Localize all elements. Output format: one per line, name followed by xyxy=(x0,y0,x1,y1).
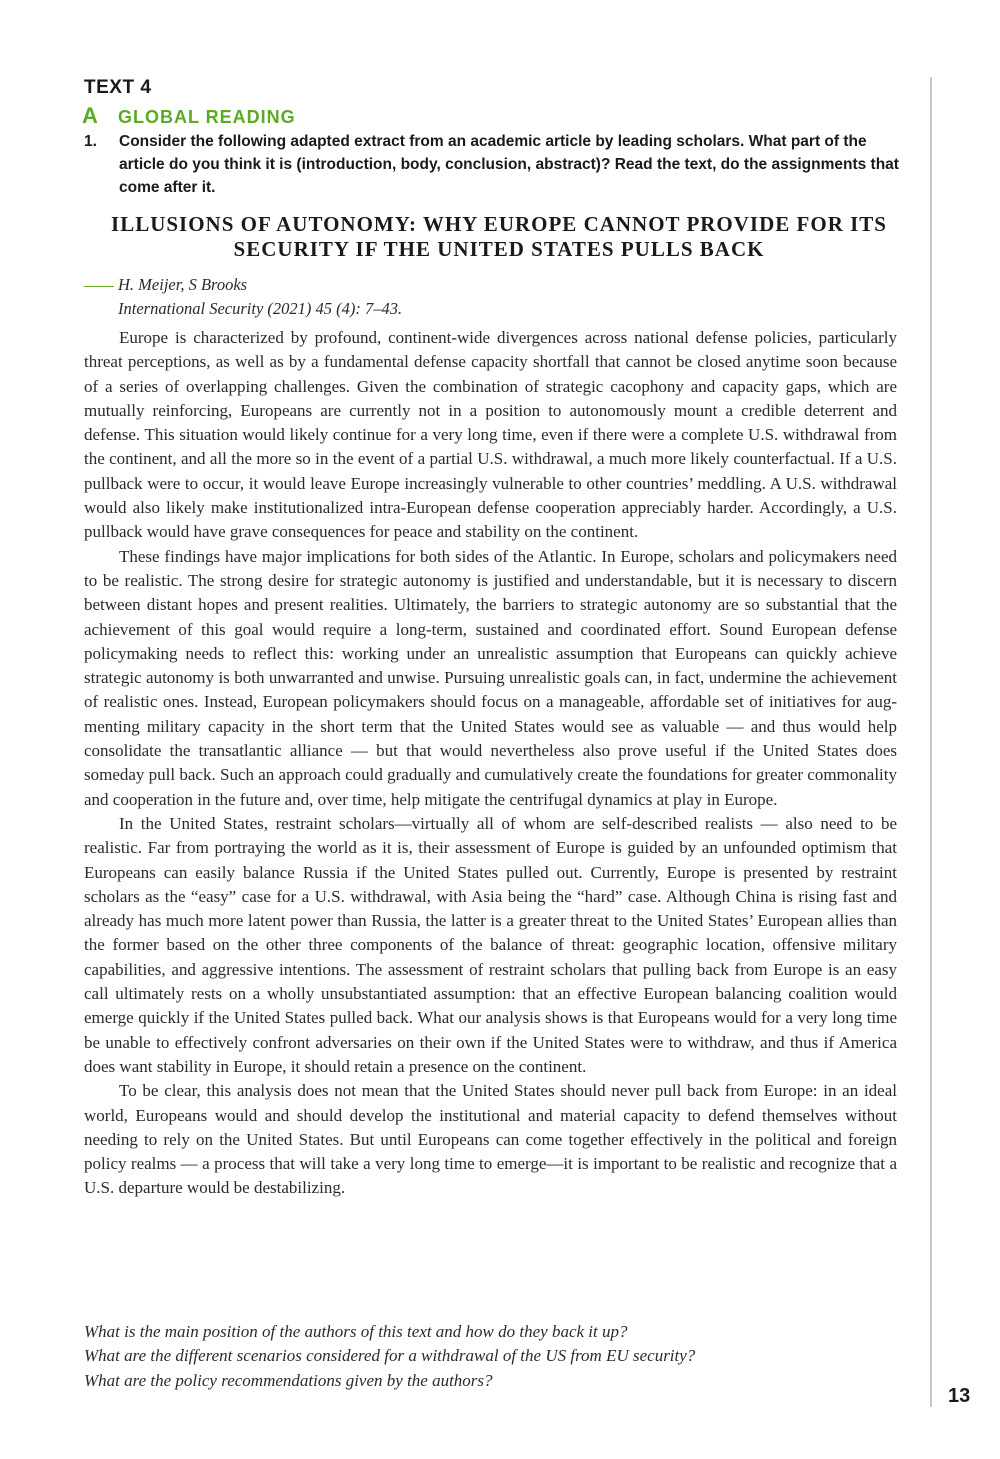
authors-text: H. Meijer, S Brooks xyxy=(118,275,248,294)
article-paragraph: In the United States, restraint scholars—virtually all of whom are self-described realists — also need to be realistic. Far from portraying the world as it is, their assessment of Europe is guided by an unfounded optimism that Europeans can easily balance Russia if the United States pulled out. Currently, Europe is presented by restraint scholars as the “easy” case for a U.S. withdrawal, with Asia being the “hard” case. Although China is rising fast and already has much more latent power than Russia, the latter is a greater threat to the United States’ European allies than the former based on the other three components of the balance of threat: geographic location, offensive military capabilities, and aggressive intentions. The assessment of restraint scholars that pulling back from Europe is an easy call ultimately rests on a wholly unsubstantiated assumption: that an effective European balancing coalition would emerge quickly if the United States pulled back. What our analysis shows is that Europeans would for a very long time be unable to effectively confront adversaries on their own if the United States were to withdraw, and thus if America does want stability in Europe, it should retain a presence on the continent. xyxy=(84,813,897,1076)
section-letter: A xyxy=(82,103,98,128)
text-label: TEXT 4 xyxy=(84,77,152,98)
accent-dash xyxy=(84,286,114,287)
section-heading xyxy=(82,103,296,129)
question: What are the different scenarios considered for a withdrawal of the US from EU security? xyxy=(84,1346,696,1366)
article-paragraph: Europe is characterized by profound, continent-wide divergences across national defense policies, particularly threat perceptions, as well as by a fundamental defense capacity shortfall that cannot be closed anytime soon because of a series of overlapping challenges. Given the combination of strategic cacophony and capacity gaps, which are mutually reinforcing, Europeans are currently not in a position to autonomously mount a credible deterrent and defense. This situation would likely continue for a very long time, even if there were a complete U.S. withdrawal from the continent, and all the more so in the event of a partial U.S. withdrawal, a much more likely counterfactual. If a U.S. pullback were to occur, it would leave Europe increasingly vulnerable to other countries’ meddling. A U.S. withdrawal would also likely make institutionalized intra-European defense cooperation appreciably harder. Accordingly, a U.S. pullback would have grave consequences for peace and stability on the continent. xyxy=(84,328,897,542)
article-paragraph: To be clear, this analysis does not mean that the United States should never pull back from Europe: in an ideal world, Europeans would and should develop the institutional and material capacity to defend themselves without needing to rely on the United States. But until Europeans can come together effectively in the political and foreign policy realms — a process that will take a very long time to emerge—it is important to be realistic and recognize that a U.S. departure would be destabilizing. xyxy=(84,1081,897,1198)
article-paragraph: These findings have major implications for both sides of the Atlantic. In Europe, scholars and policymakers need to be realistic. The strong desire for strategic autonomy is justified and understandable, but it is necessary to discern between distant hopes and present realities. Ultimately, the barriers to strategic autonomy are so substantial that the achievement of this goal would require a long-term, sustained and coordinated effort. Sound European defense policymaking needs to reflect this: working under an unrealistic assumption that Europeans can quickly achieve strategic autonomy is both unwarranted and unwise. Pursuing unrealistic goals can, in fact, undermine the achievement of realistic ones. Instead, European policymakers should focus on a manageable, affordable set of initiatives for augmenting military capacity in the short term that the United States would see as valuable — and thus would help consolidate the transatlantic alliance — but that would nevertheless also prove useful if the United States does someday pull back. Such an approach could gradually and cumulatively create the foundations for greater commonality and cooperation in the future and, over time, help mitigate the centrifugal dynamics at play in Europe. xyxy=(84,546,897,809)
article-citation: International Security (2021) 45 (4): 7–43. xyxy=(118,299,403,318)
task-instruction xyxy=(84,130,914,199)
article-authors xyxy=(84,275,247,295)
question: What are the policy recommendations given by the authors? xyxy=(84,1370,493,1390)
page-number: 13 xyxy=(948,1385,971,1407)
article-body xyxy=(84,326,897,1201)
task-text: Consider the following adapted extract from an academic article by leading scholars. What part of the article do you think it is (introduction, body, conclusion, abstract)? Read the text, do the assignments that come after it. xyxy=(119,133,899,196)
article-title: ILLUSIONS OF AUTONOMY: WHY EUROPE CANNOT PROVIDE FOR ITS SECURITY IF THE UNITED STATES PULLS BACK xyxy=(111,212,887,261)
margin-rule xyxy=(930,77,932,1407)
section-title: GLOBAL READING xyxy=(118,107,296,127)
question: What is the main position of the authors of this text and how do they back it up? xyxy=(84,1322,628,1341)
task-number: 1. xyxy=(84,133,97,150)
comprehension-questions xyxy=(84,1320,914,1393)
